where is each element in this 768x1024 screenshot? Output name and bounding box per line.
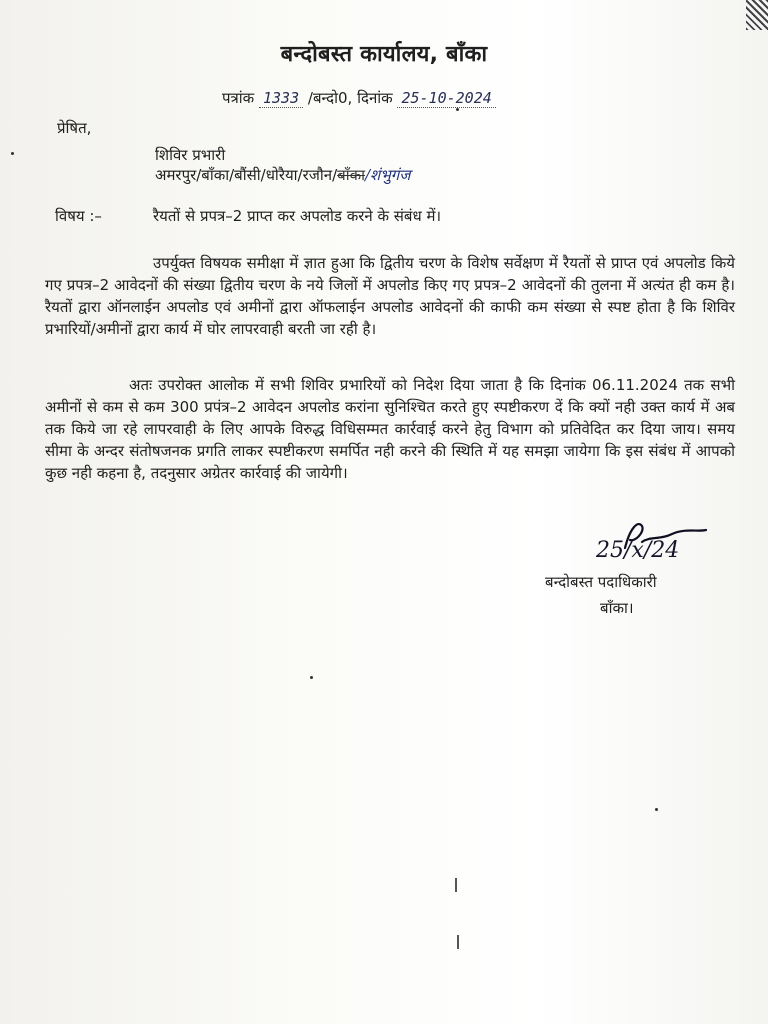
subject-label: विषय :– [55, 207, 102, 225]
office-title: बन्दोबस्त कार्यालय, बाँका [280, 42, 488, 67]
location-struck: बाँका [337, 166, 365, 184]
ref-date: 25-10-2024 [397, 89, 495, 108]
binding-edge [746, 0, 768, 30]
addressee-locations [155, 165, 410, 185]
sent-to-label: प्रेषित, [57, 119, 92, 137]
speck [456, 108, 459, 111]
signatory-designation: बन्दोबस्त पदाधिकारी [545, 573, 657, 591]
body-paragraph-1: उपर्युक्त विषयक समीक्षा में ज्ञात हुआ कि द्वितीय चरण के विशेष सर्वेक्षण में रैयतों से प्राप्त एवं अपलोड किये गए प्रपत्र–2 आवेदनों की संख्या द्वितीय चरण के नये जिलों में अपलोड किए गए प्रपत्र–2 आवेदनों की तुलना में अत्यंत ही कम है। रैयतों द्वारा ऑनलाईन अपलोड एवं अमीनों द्वारा ऑफलाईन अपलोड आवेदनों की काफी कम संख्या से स्पष्ट होता है कि शिविर प्रभारियों/अमीनों द्वारा कार्य में घोर लापरवाही बरती जा रही है। [45, 254, 735, 338]
speck [11, 152, 14, 155]
scan-mark [457, 935, 459, 949]
scan-mark [455, 878, 457, 892]
speck [310, 676, 313, 679]
reference-line [222, 88, 496, 108]
ref-mid: /बन्दो0, दिनांक [307, 89, 393, 107]
addressee-title: शिविर प्रभारी [155, 146, 226, 164]
ref-prefix: पत्रांक [222, 89, 255, 107]
body-paragraph-2: अतः उपरोक्त आलोक में सभी शिविर प्रभारियों को निदेश दिया जाता है कि दिनांक 06.11.2024 तक सभी अमीनों से कम से कम 300 प्रपंत्र–2 आवेदन अपलोड करांना सुनिश्चित करते हुए स्पष्टीकरण दें कि क्यों नही उक्त कार्य में अब तक किये जा रहे लापरवाही के लिए आपके विरुद्ध विधिसम्मत कार्रवाई करने हेतु विभाग को प्रतिवेदित कर दिया जाय। समय सीमा के अन्दर संतोषजनक प्रगति लाकर स्पष्टीकरण समर्पित नही करने की स्थिति में यह समझा जायेगा कि इस संबंध में आपको कुछ नही कहना है, तदनुसार अग्रेतर कार्रवाई की जायेगी। [45, 376, 735, 482]
location-handwritten: /शंभुगंज [364, 166, 411, 184]
ref-number: 1333 [259, 89, 303, 108]
locations-printed: अमरपुर/बाँका/बौंसी/धोरैया/रजौन/ [155, 166, 338, 184]
signatory-place: बाँका। [600, 599, 634, 617]
signature-date: 25/x/24 [596, 538, 680, 563]
speck [655, 808, 658, 811]
subject-text: रैयतों से प्रपत्र–2 प्राप्त कर अपलोड करने के संबंध में। [153, 207, 442, 225]
